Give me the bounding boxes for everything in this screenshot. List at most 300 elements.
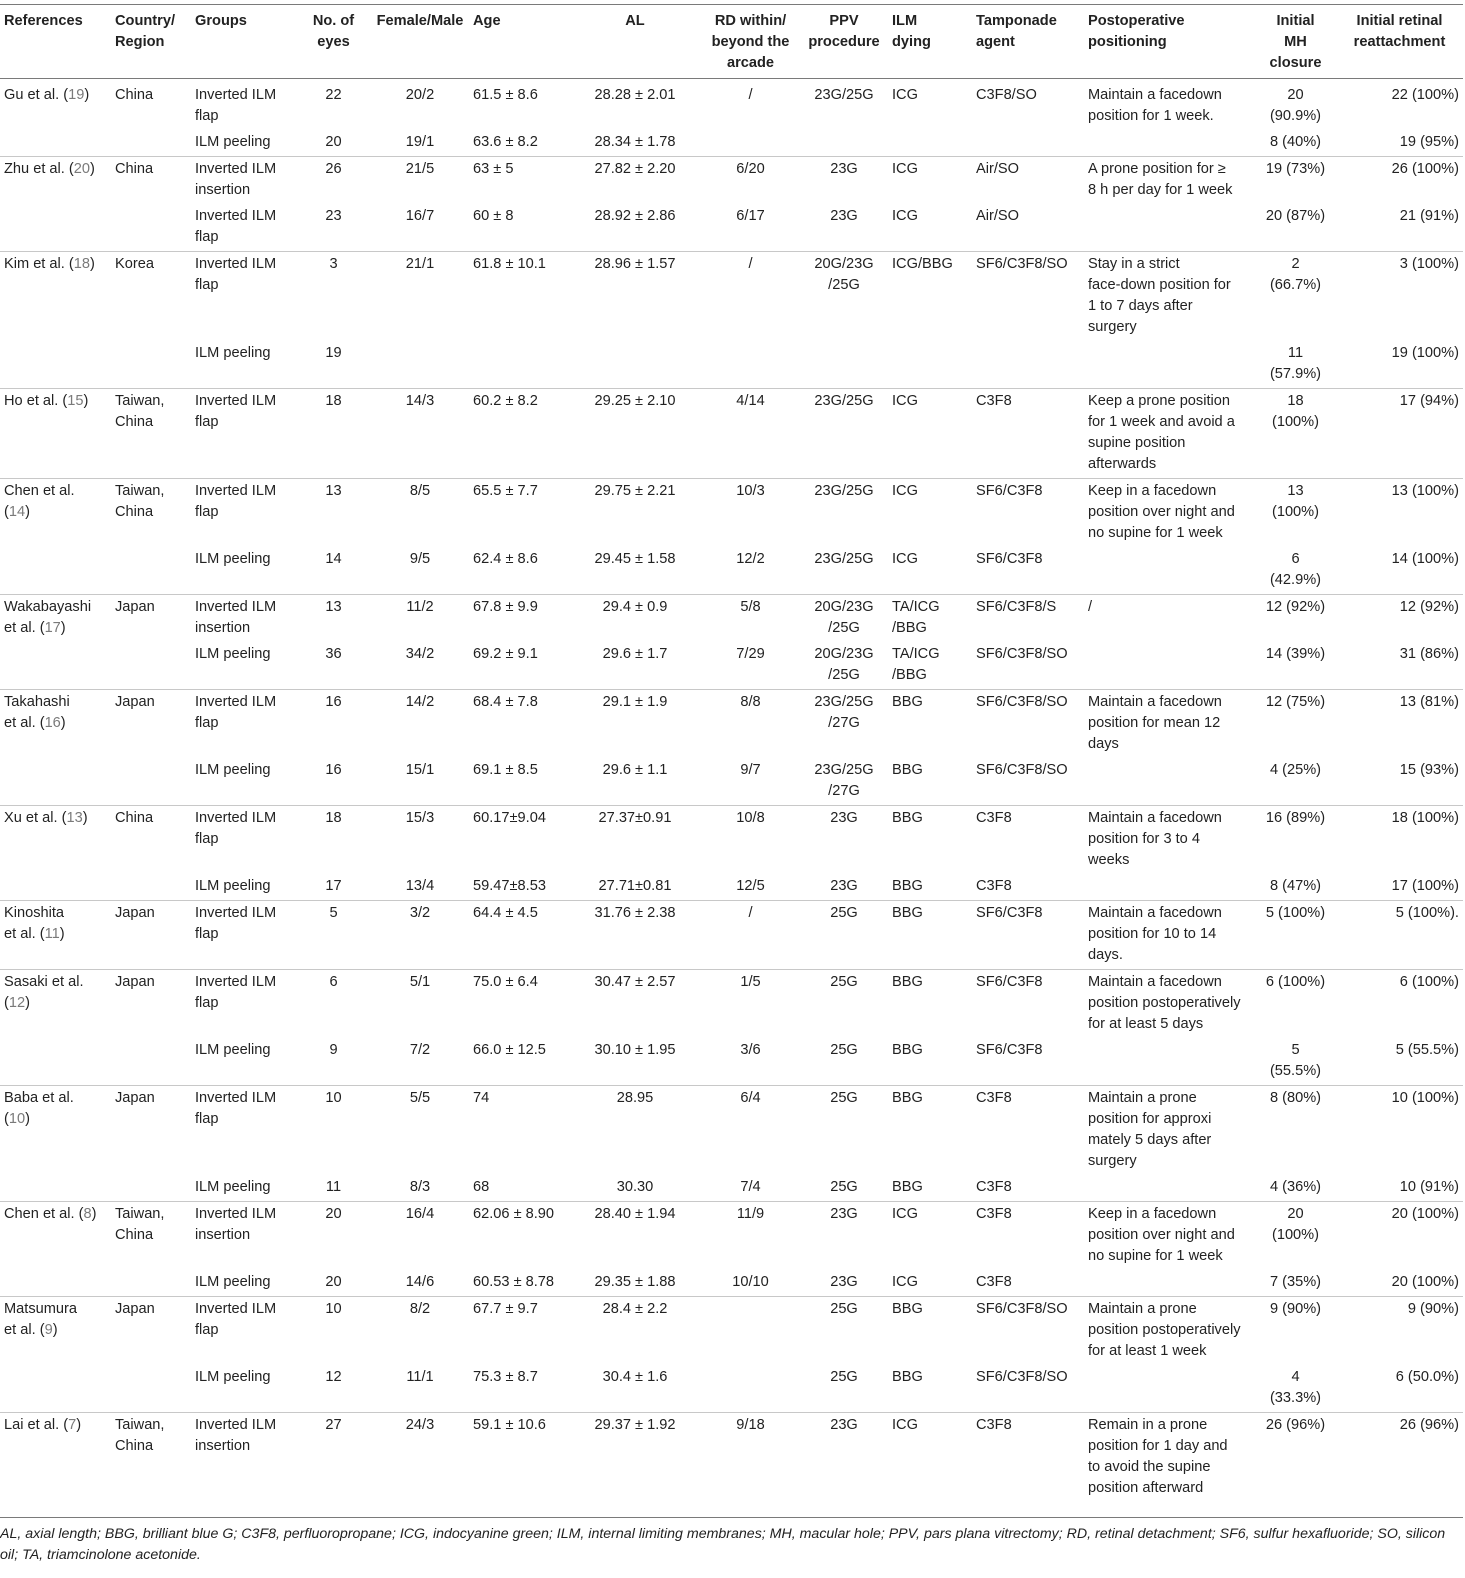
ppv-cell: 23G/25G <box>800 389 888 479</box>
table-row <box>0 204 1463 252</box>
ilm-dye-cell: BBG <box>892 762 923 778</box>
age-cell: 63 ± 5 <box>469 157 569 205</box>
ppv-cell: 23G/25G /27G <box>800 690 888 759</box>
reference-number-link[interactable]: 19 <box>68 87 85 103</box>
eyes-cell: 3 <box>296 252 371 342</box>
reference-number-link[interactable]: 13 <box>66 810 83 826</box>
rd-cell: 11/9 <box>701 1202 800 1271</box>
table-row <box>0 595 1463 643</box>
mh-closure-cell: 6 (100%) <box>1255 970 1336 1039</box>
reference-number-link[interactable]: 10 <box>8 1111 26 1127</box>
female-male-cell: 21/1 <box>371 252 469 342</box>
group-cell: Inverted ILM insertion <box>191 1202 296 1271</box>
country-cell: Taiwan, China <box>111 479 191 595</box>
reference-number-link[interactable]: 16 <box>44 715 61 731</box>
mh-closure-cell: 20 (90.9%) <box>1269 87 1322 124</box>
reference-author: Lai et al. ( <box>4 1417 69 1433</box>
ppv-cell: 25G <box>800 1297 888 1366</box>
rd-cell: 5/8 <box>701 595 800 643</box>
mh-closure-cell: 4 (36%) <box>1269 1179 1322 1195</box>
ilm-dye-cell: ICG <box>888 157 972 205</box>
female-male-cell: 7/2 <box>409 1042 431 1058</box>
rd-cell: 3/6 <box>740 1042 761 1058</box>
header-references: References <box>0 5 111 79</box>
reattachment-cell: 21 (91%) <box>1399 208 1459 224</box>
table-row <box>0 874 1463 901</box>
rd-cell: 6/20 <box>701 157 800 205</box>
reattachment-cell: 19 (100%) <box>1391 345 1459 361</box>
ppv-cell <box>800 130 888 157</box>
tamponade-cell: SF6/C3F8/SO <box>976 1369 1068 1385</box>
reattachment-cell: 13 (81%) <box>1336 690 1463 759</box>
tamponade-cell: SF6/C3F8 <box>976 1042 1043 1058</box>
eyes-cell: 20 <box>325 1274 342 1290</box>
rd-cell: 6/4 <box>701 1086 800 1176</box>
tamponade-cell: C3F8 <box>976 1274 1012 1290</box>
header-ppv: PPV procedure <box>800 5 888 79</box>
country-cell: Japan <box>111 595 191 690</box>
reference-close-paren: ) <box>89 256 95 272</box>
reference-author: Ho et al. ( <box>4 393 68 409</box>
tamponade-cell: SF6/C3F8/SO <box>972 690 1084 759</box>
female-male-cell: 11/1 <box>406 1369 434 1385</box>
positioning-cell <box>1084 1038 1255 1086</box>
reference-author: Kim et al. ( <box>4 256 74 272</box>
group-cell: Inverted ILM insertion <box>191 1413 296 1503</box>
reattachment-cell: 17 (100%) <box>1391 878 1459 894</box>
group-cell: Inverted ILM insertion <box>191 595 296 643</box>
tamponade-cell: SF6/C3F8 <box>976 551 1043 567</box>
mh-closure-cell: 8 (40%) <box>1269 134 1322 150</box>
table-row <box>0 1270 1463 1297</box>
ppv-cell <box>800 341 888 389</box>
positioning-cell <box>1084 1270 1255 1297</box>
reattachment-cell: 15 (93%) <box>1399 762 1459 778</box>
tamponade-cell: SF6/C3F8/SO <box>976 762 1068 778</box>
reference-number-link[interactable]: 15 <box>67 393 84 409</box>
al-cell: 27.37±0.91 <box>569 806 701 875</box>
country-cell: Japan <box>111 1297 191 1413</box>
eyes-cell: 20 <box>325 134 342 150</box>
ppv-cell: 23G <box>800 1202 888 1271</box>
reattachment-cell: 5 (100%). <box>1336 901 1463 970</box>
reference-author: Takahashi et al. ( <box>4 694 70 731</box>
country-cell: Korea <box>111 252 191 389</box>
al-cell: 27.82 ± 2.20 <box>569 157 701 205</box>
female-male-cell: 8/2 <box>371 1297 469 1366</box>
reference-author: Kinoshita et al. ( <box>4 905 65 942</box>
eyes-cell: 20 <box>296 1202 371 1271</box>
mh-closure-cell: 13 (100%) <box>1255 479 1336 548</box>
age-cell: 62.06 ± 8.90 <box>469 1202 569 1271</box>
age-cell <box>469 341 569 389</box>
reference-author: Gu et al. ( <box>4 87 69 103</box>
group-cell: Inverted ILM flap <box>191 479 296 548</box>
al-cell: 30.4 ± 1.6 <box>602 1369 668 1385</box>
reference-author: Matsumura et al. ( <box>4 1301 77 1338</box>
rd-cell: 1/5 <box>701 970 800 1039</box>
group-cell: Inverted ILM flap <box>191 1297 296 1366</box>
al-cell: 29.6 ± 1.1 <box>602 762 668 778</box>
rd-cell: 8/8 <box>701 690 800 759</box>
al-cell: 28.34 ± 1.78 <box>594 134 676 150</box>
reference-close-paren: ) <box>25 995 30 1011</box>
reference-close-paren: ) <box>52 1322 58 1338</box>
tamponade-cell: SF6/C3F8 <box>972 901 1084 970</box>
positioning-cell <box>1084 874 1255 901</box>
group-cell: ILM peeling <box>195 646 271 662</box>
eyes-cell: 36 <box>325 646 342 662</box>
ppv-cell: 23G <box>830 1274 858 1290</box>
table-row <box>0 690 1463 759</box>
reference-cell <box>0 79 111 157</box>
reference-cell <box>0 690 111 806</box>
reattachment-cell: 12 (92%) <box>1336 595 1463 643</box>
ilm-dye-cell: BBG <box>888 970 972 1039</box>
positioning-cell: A prone position for ≥ 8 h per day for 1 week <box>1084 157 1255 205</box>
group-cell: ILM peeling <box>195 551 271 567</box>
positioning-cell: Keep a prone position for 1 week and avoid a supine position afterwards <box>1084 389 1255 479</box>
tamponade-cell <box>972 130 1084 157</box>
al-cell: 29.35 ± 1.88 <box>594 1274 676 1290</box>
positioning-cell: Maintain a facedown position for 3 to 4 weeks <box>1084 806 1255 875</box>
age-cell: 68.4 ± 7.8 <box>469 690 569 759</box>
rd-cell: 12/2 <box>736 551 765 567</box>
reference-author: Xu et al. ( <box>4 810 67 826</box>
tamponade-cell: C3F8/SO <box>976 87 1037 103</box>
al-cell: 28.28 ± 2.01 <box>594 87 676 103</box>
mh-closure-cell: 16 (89%) <box>1255 806 1336 875</box>
reference-close-paren: ) <box>25 1111 30 1127</box>
al-cell: 28.92 ± 2.86 <box>594 208 676 224</box>
reference-author: Zhu et al. ( <box>4 161 74 177</box>
ilm-dye-cell: BBG <box>888 690 972 759</box>
table-row <box>0 970 1463 1039</box>
group-cell: Inverted ILM flap <box>191 806 296 875</box>
reference-cell <box>0 970 111 1086</box>
age-cell: 61.8 ± 10.1 <box>469 252 569 342</box>
reference-number-link[interactable]: 20 <box>73 161 90 177</box>
age-cell: 74 <box>469 1086 569 1176</box>
positioning-cell: Stay in a strict face-down position for 1 to 7 days after surgery <box>1084 252 1255 342</box>
mh-closure-cell: 14 (39%) <box>1265 646 1326 662</box>
table-row <box>0 806 1463 875</box>
reattachment-cell: 10 (91%) <box>1399 1179 1459 1195</box>
rd-cell: 10/3 <box>701 479 800 548</box>
mh-closure-cell: 19 (73%) <box>1255 157 1336 205</box>
table-row <box>0 1413 1463 1503</box>
ilm-dye-cell <box>888 341 972 389</box>
age-cell: 68 <box>473 1179 490 1195</box>
female-male-cell <box>371 341 469 389</box>
reference-close-paren: ) <box>82 810 88 826</box>
ppv-cell: 25G <box>830 1369 858 1385</box>
age-cell: 59.1 ± 10.6 <box>469 1413 569 1503</box>
ilm-dye-cell: BBG <box>888 901 972 970</box>
header-row <box>0 5 1463 79</box>
al-cell: 28.95 <box>569 1086 701 1176</box>
positioning-cell: Maintain a facedown position for 10 to 14 days. <box>1084 901 1255 970</box>
al-cell: 28.4 ± 2.2 <box>569 1297 701 1366</box>
reference-number-link[interactable]: 11 <box>44 926 60 942</box>
age-cell: 67.7 ± 9.7 <box>469 1297 569 1366</box>
group-cell: Inverted ILM flap <box>191 252 296 342</box>
eyes-cell: 17 <box>325 878 342 894</box>
table-row <box>0 1038 1463 1086</box>
reattachment-cell: 10 (100%) <box>1336 1086 1463 1176</box>
reference-number-link[interactable]: 12 <box>8 995 26 1011</box>
header-tamponade: Tamponade agent <box>972 5 1084 79</box>
reattachment-cell: 3 (100%) <box>1336 252 1463 342</box>
tamponade-cell: C3F8 <box>972 1086 1084 1176</box>
table-row <box>0 1175 1463 1202</box>
rd-cell: 10/10 <box>732 1274 769 1290</box>
table-row <box>0 389 1463 479</box>
mh-closure-cell: 12 (92%) <box>1255 595 1336 643</box>
group-cell: ILM peeling <box>195 878 271 894</box>
reference-number-link[interactable]: 17 <box>44 620 61 636</box>
ilm-dye-cell: ICG <box>892 87 918 103</box>
table-row <box>0 479 1463 548</box>
age-cell: 62.4 ± 8.6 <box>473 551 538 567</box>
reference-author: Baba et al. ( <box>4 1090 74 1127</box>
positioning-cell: Maintain a facedown position postoperatively for at least 5 days <box>1084 970 1255 1039</box>
rd-cell: 10/8 <box>701 806 800 875</box>
reference-number-link[interactable]: 8 <box>83 1206 92 1222</box>
ilm-dye-cell: BBG <box>888 806 972 875</box>
rd-cell: 12/5 <box>736 878 765 894</box>
group-cell: Inverted ILM flap <box>191 690 296 759</box>
age-cell: 75.0 ± 6.4 <box>469 970 569 1039</box>
reference-close-paren: ) <box>60 715 66 731</box>
header-age: Age <box>469 5 569 79</box>
group-cell: ILM peeling <box>195 1179 271 1195</box>
female-male-cell: 24/3 <box>371 1413 469 1503</box>
group-cell: Inverted ILM insertion <box>191 157 296 205</box>
ilm-dye-cell: ICG <box>888 389 972 479</box>
mh-closure-cell: 20 (87%) <box>1265 208 1326 224</box>
ilm-dye-cell: ICG/BBG <box>888 252 972 342</box>
reference-author: Sasaki et al. ( <box>4 974 84 1011</box>
tamponade-cell: SF6/C3F8/SO <box>972 252 1084 342</box>
reference-cell <box>0 595 111 690</box>
ppv-cell: 23G/25G /27G <box>814 762 874 799</box>
rd-cell: 9/18 <box>701 1413 800 1503</box>
country-cell: China <box>111 806 191 901</box>
eyes-cell: 14 <box>325 551 342 567</box>
header-mh-closure: Initial MH closure <box>1255 5 1336 79</box>
tamponade-cell: C3F8 <box>972 806 1084 875</box>
header-eyes: No. of eyes <box>296 5 371 79</box>
ppv-cell: 23G/25G <box>814 551 874 567</box>
reference-cell <box>0 1202 111 1297</box>
female-male-cell: 21/5 <box>371 157 469 205</box>
reference-close-paren: ) <box>91 1206 97 1222</box>
eyes-cell: 16 <box>296 690 371 759</box>
eyes-cell: 5 <box>296 901 371 970</box>
group-cell: ILM peeling <box>195 1274 271 1290</box>
mh-closure-cell: 12 (75%) <box>1255 690 1336 759</box>
positioning-cell <box>1084 204 1255 252</box>
reference-number-link[interactable]: 7 <box>68 1417 77 1433</box>
age-cell: 69.1 ± 8.5 <box>473 762 538 778</box>
country-cell: Japan <box>111 690 191 806</box>
al-cell: 28.40 ± 1.94 <box>569 1202 701 1271</box>
reference-cell <box>0 157 111 252</box>
table-body <box>0 79 1463 1503</box>
table-row <box>0 901 1463 970</box>
female-male-cell: 8/5 <box>371 479 469 548</box>
age-cell: 60.2 ± 8.2 <box>469 389 569 479</box>
tamponade-cell: SF6/C3F8/S <box>972 595 1084 643</box>
positioning-cell: / <box>1084 595 1255 643</box>
reference-cell <box>0 806 111 901</box>
header-reattachment: Initial retinal reattachment <box>1336 5 1463 79</box>
positioning-cell <box>1084 1175 1255 1202</box>
reference-cell <box>0 389 111 479</box>
table-row <box>0 1365 1463 1413</box>
female-male-cell: 15/3 <box>371 806 469 875</box>
positioning-cell: Maintain a facedown position for mean 12 days <box>1084 690 1255 759</box>
rd-cell: / <box>748 87 753 103</box>
country-cell: Taiwan, China <box>111 1413 191 1503</box>
female-male-cell: 11/2 <box>371 595 469 643</box>
age-cell: 60.17±9.04 <box>469 806 569 875</box>
reference-close-paren: ) <box>90 161 95 177</box>
age-cell: 59.47±8.53 <box>473 878 546 894</box>
group-cell: ILM peeling <box>195 1369 271 1385</box>
reference-close-paren: ) <box>59 926 65 942</box>
positioning-cell: Keep in a facedown position over night and no supine for 1 week <box>1084 1202 1255 1271</box>
al-cell: 29.4 ± 0.9 <box>569 595 701 643</box>
positioning-cell: Maintain a prone position postoperatively for at least 1 week <box>1084 1297 1255 1366</box>
reference-number-link[interactable]: 18 <box>73 256 90 272</box>
al-cell: 29.45 ± 1.58 <box>594 551 676 567</box>
eyes-cell: 10 <box>296 1086 371 1176</box>
country-cell: Taiwan, China <box>111 389 191 479</box>
ppv-cell: 23G <box>830 878 858 894</box>
ppv-cell: 25G <box>830 1179 858 1195</box>
tamponade-cell: C3F8 <box>976 1179 1012 1195</box>
rd-cell: 4/14 <box>701 389 800 479</box>
positioning-cell <box>1084 341 1255 389</box>
age-cell: 66.0 ± 12.5 <box>473 1042 546 1058</box>
reference-author: Chen et al. ( <box>4 1206 84 1222</box>
header-groups: Groups <box>191 5 296 79</box>
female-male-cell: 9/5 <box>409 551 431 567</box>
tamponade-cell <box>972 341 1084 389</box>
mh-closure-cell: 18 (100%) <box>1255 389 1336 479</box>
reference-number-link[interactable]: 9 <box>44 1322 53 1338</box>
mh-closure-cell: 6 (42.9%) <box>1269 551 1322 588</box>
al-cell: 28.96 ± 1.57 <box>569 252 701 342</box>
eyes-cell: 10 <box>296 1297 371 1366</box>
female-male-cell: 16/7 <box>405 208 435 224</box>
ilm-dye-cell: ICG <box>888 1413 972 1503</box>
positioning-cell <box>1084 1365 1255 1413</box>
tamponade-cell: C3F8 <box>976 878 1012 894</box>
ppv-cell: 23G <box>830 208 858 224</box>
reference-number-link[interactable]: 14 <box>8 504 26 520</box>
eyes-cell: 16 <box>325 762 342 778</box>
female-male-cell: 14/2 <box>371 690 469 759</box>
mh-closure-cell: 20 (100%) <box>1255 1202 1336 1271</box>
reattachment-cell: 26 (100%) <box>1336 157 1463 205</box>
al-cell: 30.30 <box>616 1179 654 1195</box>
age-cell: 60 ± 8 <box>473 208 514 224</box>
female-male-cell: 19/1 <box>405 134 435 150</box>
ilm-dye-cell: ICG <box>892 208 918 224</box>
table-row <box>0 341 1463 389</box>
positioning-cell <box>1084 642 1255 690</box>
positioning-cell: Keep in a facedown position over night and no supine for 1 week <box>1084 479 1255 548</box>
tamponade-cell: SF6/C3F8 <box>972 479 1084 548</box>
ilm-dye-cell: BBG <box>892 1369 923 1385</box>
reattachment-cell: 5 (55.5%) <box>1395 1042 1459 1058</box>
ilm-dye-cell: BBG <box>888 1297 972 1366</box>
table-row <box>0 79 1463 131</box>
rd-cell <box>701 1365 800 1413</box>
eyes-cell: 6 <box>296 970 371 1039</box>
reattachment-cell: 9 (90%) <box>1336 1297 1463 1366</box>
reference-cell <box>0 1297 111 1413</box>
table-row <box>0 1086 1463 1176</box>
country-cell: Taiwan, China <box>111 1202 191 1297</box>
female-male-cell: 8/3 <box>409 1179 431 1195</box>
country-cell: China <box>111 157 191 252</box>
reference-cell <box>0 252 111 389</box>
mh-closure-cell: 4 (33.3%) <box>1269 1369 1322 1406</box>
age-cell: 60.53 ± 8.78 <box>473 1274 555 1290</box>
mh-closure-cell: 26 (96%) <box>1255 1413 1336 1503</box>
rd-cell: 7/4 <box>740 1179 761 1195</box>
group-cell: Inverted ILM flap <box>191 1086 296 1176</box>
table-row <box>0 1297 1463 1366</box>
ilm-dye-cell: BBG <box>888 1086 972 1176</box>
ppv-cell: 23G/25G <box>814 87 874 103</box>
reattachment-cell: 19 (95%) <box>1399 134 1459 150</box>
female-male-cell: 14/3 <box>371 389 469 479</box>
al-cell: 31.76 ± 2.38 <box>569 901 701 970</box>
reference-close-paren: ) <box>83 393 89 409</box>
positioning-cell: Maintain a prone position for approxi mately 5 days after surgery <box>1084 1086 1255 1176</box>
group-cell: Inverted ILM flap <box>195 208 277 245</box>
header-country: Country/ Region <box>111 5 191 79</box>
al-cell <box>569 341 701 389</box>
reference-cell <box>0 901 111 970</box>
eyes-cell: 19 <box>325 345 342 361</box>
reattachment-cell: 6 (100%) <box>1336 970 1463 1039</box>
table-row <box>0 642 1463 690</box>
mh-closure-cell: 5 (55.5%) <box>1269 1042 1322 1079</box>
rd-cell <box>701 1297 800 1366</box>
table-row <box>0 547 1463 595</box>
female-male-cell: 20/2 <box>405 87 435 103</box>
header-al: AL <box>569 5 701 79</box>
tamponade-cell: Air/SO <box>972 157 1084 205</box>
mh-closure-cell: 2 (66.7%) <box>1255 252 1336 342</box>
group-cell: ILM peeling <box>195 1042 271 1058</box>
eyes-cell: 23 <box>325 208 342 224</box>
age-cell: 67.8 ± 9.9 <box>469 595 569 643</box>
age-cell: 75.3 ± 8.7 <box>473 1369 538 1385</box>
eyes-cell: 18 <box>296 389 371 479</box>
al-cell: 29.1 ± 1.9 <box>569 690 701 759</box>
group-cell: Inverted ILM flap <box>191 389 296 479</box>
reattachment-cell: 31 (86%) <box>1399 646 1459 662</box>
al-cell: 30.47 ± 2.57 <box>569 970 701 1039</box>
eyes-cell: 9 <box>329 1042 338 1058</box>
